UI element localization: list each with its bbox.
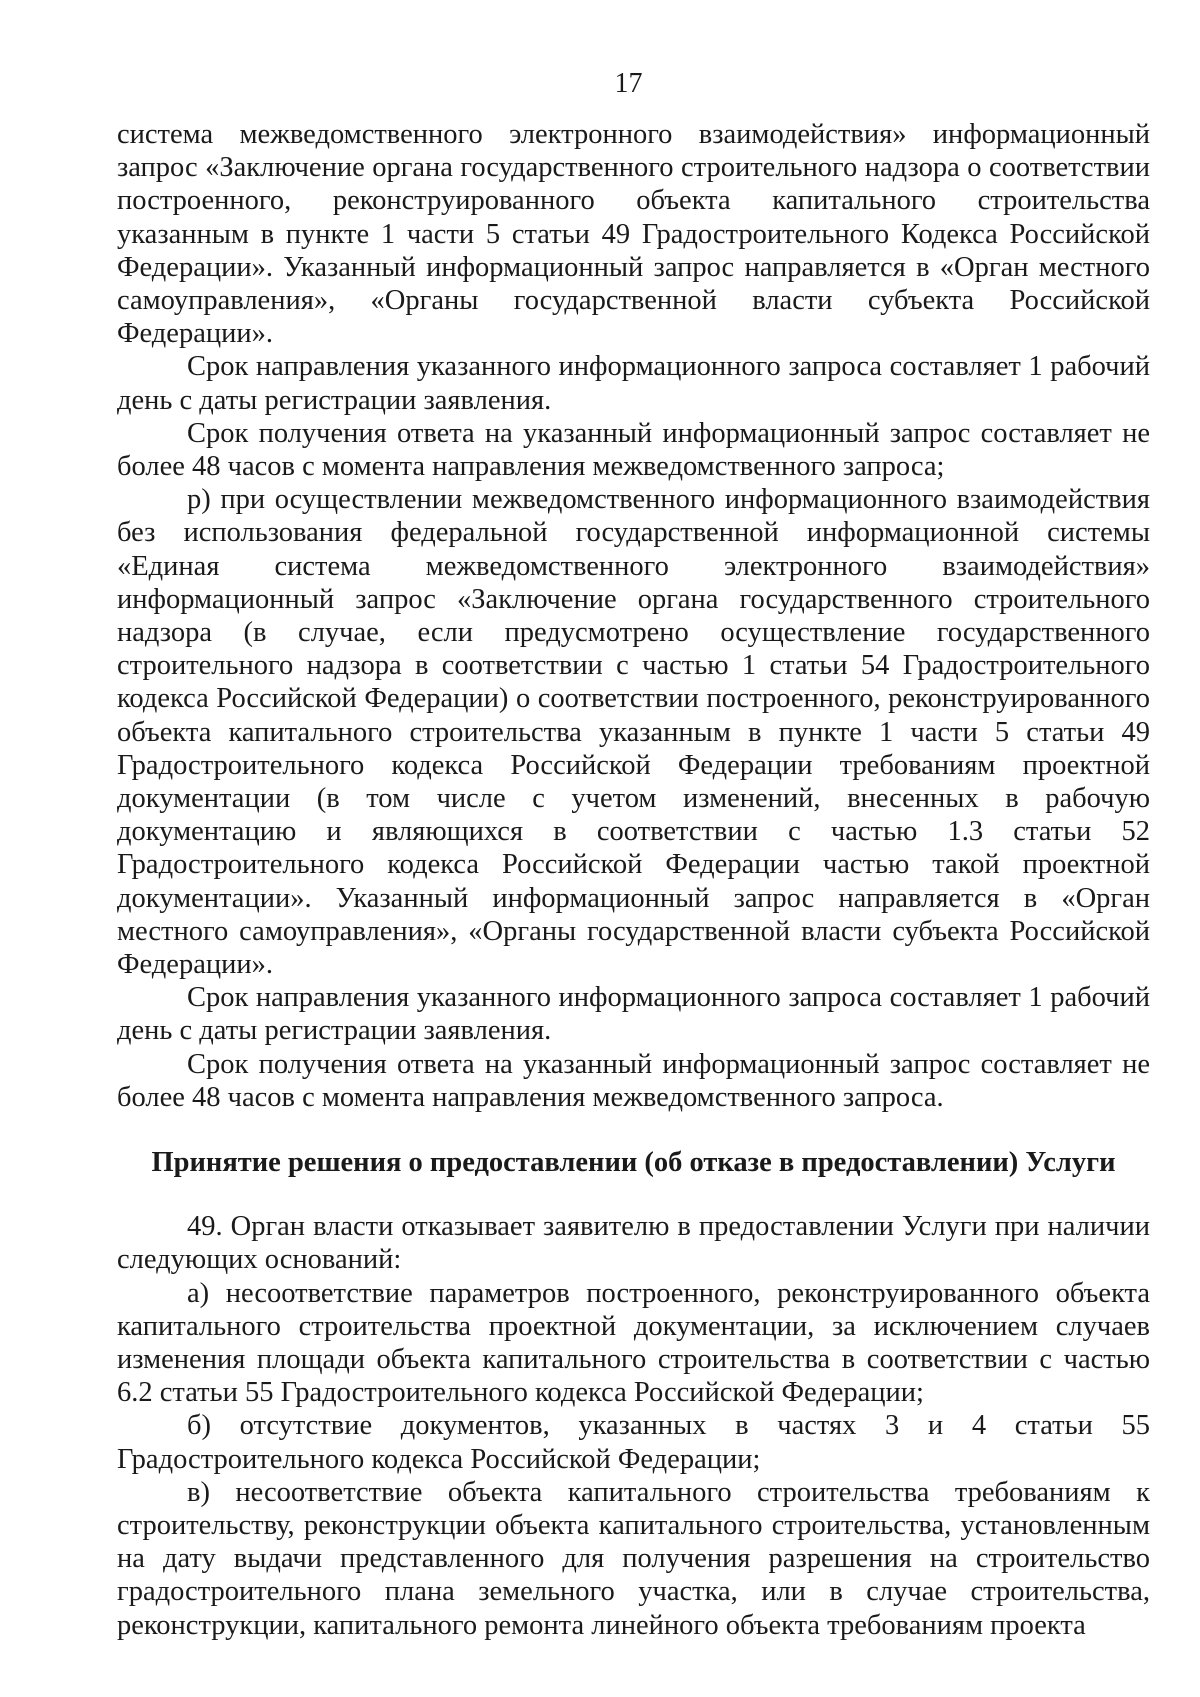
paragraph: Срок направления указанного информационного запроса составляет 1 рабочий день с даты регистрации заявления.	[117, 351, 1150, 416]
page-number: 17	[614, 68, 643, 99]
paragraph: б) отсутствие документов, указанных в частях 3 и 4 статьи 55 Градостроительного кодекса Российской Федерации;	[117, 1410, 1150, 1475]
paragraph: Срок направления указанного информационного запроса составляет 1 рабочий день с даты регистрации заявления.	[117, 982, 1150, 1047]
paragraph: 49. Орган власти отказывает заявителю в предоставлении Услуги при наличии следующих оснований:	[117, 1211, 1150, 1276]
paragraph: система межведомственного электронного взаимодействия» информационный запрос «Заключение органа государственного строительного надзора о соответствии построенного, реконструированного объекта капитального строительства указанным в пункте 1 части 5 статьи 49 Градостроительного Кодекса Российской Федерации». Указанный информационный запрос направляется в «Орган местного самоуправления», «Органы государственной власти субъекта Российской Федерации».	[117, 119, 1150, 350]
section-heading: Принятие решения о предоставлении (об отказе в предоставлении) Услуги	[151, 1147, 1116, 1179]
paragraph: а) несоответствие параметров построенного, реконструированного объекта капитального строительства проектной документации, за исключением случаев изменения площади объекта капитального строительства в соответствии с частью 6.2 статьи 55 Градостроительного кодекса Российской Федерации;	[117, 1277, 1150, 1409]
paragraph: р) при осуществлении межведомственного информационного взаимодействия без использования федеральной государственной информационной системы «Единая система межведомственного электронного взаимодействия» информационный запрос «Заключение органа государственного строительного надзора (в случае, если предусмотрено осуществление государственного строительного надзора в соответствии с частью 1 статьи 54 Градостроительного кодекса Российской Федерации) о соответствии построенного, реконструированного объекта капитального строительства указанным в пункте 1 части 5 статьи 49 Градостроительного кодекса Российской Федерации требованиям проектной документации (в том числе с учетом изменений, внесенных в рабочую документацию и являющихся в соответствии с частью 1.3 статьи 52 Градостроительного кодекса Российской Федерации частью такой проектной документации». Указанный информационный запрос направляется в «Орган местного самоуправления», «Органы государственной власти субъекта Российской Федерации».	[117, 484, 1150, 981]
paragraph: Срок получения ответа на указанный информационный запрос составляет не более 48 часов с момента направления межведомственного запроса.	[117, 1048, 1150, 1113]
paragraph: Срок получения ответа на указанный информационный запрос составляет не более 48 часов с момента направления межведомственного запроса;	[117, 417, 1150, 483]
paragraph: в) несоответствие объекта капитального строительства требованиям к строительству, реконструкции объекта капитального строительства, установленным на дату выдачи представленного для получения разрешения на строительство градостроительного плана земельного участка, или в случае строительства, реконструкции, капитального ремонта линейного объекта требованиям проекта	[117, 1476, 1150, 1641]
document-body	[117, 118, 1150, 1642]
